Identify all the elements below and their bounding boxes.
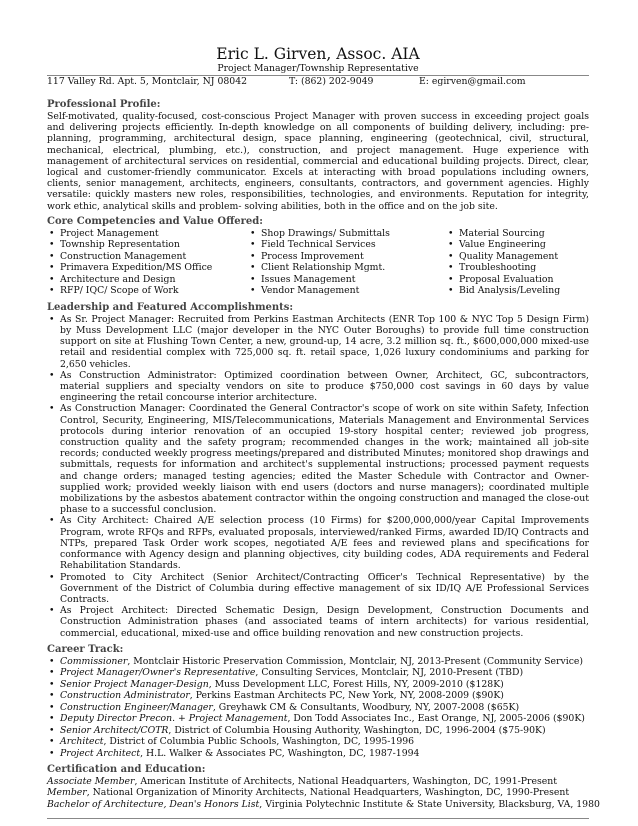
profile-text: Self-motivated, quality-focused, cost-conscious Project Manager with proven success in exceeding project goals and delivering projects efficiently. In-depth knowledge on all components of building delivery, including: pre-planning, programming, architectural design, space planning, engineering (geotechnical, civil, structural, mechanical, electrical, plumbing, etc.), construction, and project management. Huge experience with management of architectural services on residential, commercial and educational building projects. Direct, clear, logical and customer-friendly communicator. Excels at interacting with broad populations including owners, clients, senior management, architects, engineers, consultants, contractors, and government agencies. Highly versatile: quickly masters new roles, responsibilities, technologies, and environments. Reputation for integrity, work ethic, analytical skills and problem- solving abilities, both in the office and on the job site. <box>47 111 589 212</box>
competency-item: • Material Sourcing <box>446 228 560 240</box>
career-detail: , District of Columbia Housing Authority, Washington, DC, 1996-2004 ($75-90K) <box>168 724 546 736</box>
career-item <box>47 679 589 691</box>
candidate-title: Project Manager/Township Representative <box>217 63 419 74</box>
career-detail: , Montclair Historic Preservation Commission, Montclair, NJ, 2013-Present (Community Service) <box>127 655 584 667</box>
career-detail: , Greyhawk CM & Consultants, Woodbury, NY, 2007-2008 ($65K) <box>212 701 520 713</box>
career-role: Deputy Director Precon. + Project Management <box>60 713 288 725</box>
competency-item: • Bid Analysis/Leveling <box>446 285 560 297</box>
competency-item: • Shop Drawings/ Submittals <box>248 228 446 240</box>
accomplishments-list <box>47 314 589 639</box>
career-item <box>47 667 589 679</box>
competency-item: • Primavera Expedition/MS Office <box>47 262 248 274</box>
accomplishment-item: • As City Architect: Chaired A/E selection process (10 Firms) for $200,000,000/year Capital Improvements Program, wrote RFQs and RFPs, evaluated proposals, interviewed/ranked Firms, awarded ID/IQ Contracts and NTPs, prepared Task Order work scopes, negotiated A/E fees and reviewed plans and specifications for conformance with Agency design and planning objectives, city building codes, ADA requirements and Federal Rehabilitation Standards. <box>47 515 589 571</box>
accomplishment-item: • As Sr. Project Manager: Recruited from Perkins Eastman Architects (ENR Top 100 & NYC Top 5 Design Firm) by Muss Development LLC (major developer in the NYC Outer Boroughs) to provide full time construction support on site at Flushing Town Center, a new, ground-up, 14 acre, 3.2 million sq. ft., $600,000,000 mixed-use retail and residential complex with 725,000 sq. ft. retail space, 1,026 luxury condominiums and parking for 2,650 vehicles. <box>47 314 589 370</box>
address: 117 Valley Rd. Apt. 5, Montclair, NJ 08042 <box>47 76 248 87</box>
career-role: Project Architect <box>60 747 141 759</box>
cert-title: Bachelor of Architecture, Dean's Honors List <box>47 798 260 810</box>
career-role: Senior Project Manager-Design <box>60 678 209 690</box>
resume-page <box>47 45 600 819</box>
phone: T: (862) 202-9049 <box>289 76 374 87</box>
contact-line <box>47 76 589 89</box>
cert-detail: , Virginia Polytechnic Institute & State University, Blacksburg, VA, 1980 <box>259 798 600 810</box>
certification-item <box>47 798 600 810</box>
competency-item: • Township Representation <box>47 239 248 251</box>
competencies-grid <box>47 228 589 297</box>
certification-item <box>47 776 589 787</box>
competency-item: • Value Engineering <box>446 239 560 251</box>
accomplishment-item: • As Project Architect: Directed Schematic Design, Design Development, Construction Documents and Construction Administration phases (and associated teams of intern architects) for various residential, commercial, educational, mixed-use and office building renovation and new construction projects. <box>47 605 589 639</box>
competency-item: • Process Improvement <box>248 251 446 263</box>
career-item <box>47 748 589 760</box>
competency-item: • RFP/ IQC/ Scope of Work <box>47 285 248 297</box>
career-item <box>47 656 589 668</box>
career-role: Construction Administrator <box>60 690 190 702</box>
competency-item: • Architecture and Design <box>47 274 248 286</box>
accomplishment-item: • As Construction Manager: Coordinated the General Contractor's scope of work on site within Safety, Infection Control, Security, Engineering, MIS/Telecommunications, Materials Management and Environmental Services protocols during interior renovation of an occupied 19-story hospital center; reviewed job progress, construction quality and the safety program; recommended changes in the work; maintained all job-site records; conducted weekly progress meetings/prepared and distributed Minutes; monitored shop drawings and submittals, requests for information and architect's supplemental instructions; processed payment requests and change orders; managed testing agencies; edited the Master Schedule with Contractor and Owner-supplied work; provided weekly liaison with end users (doctors and nurse managers); coordinated multiple mobilizations by the asbestos abatement contractor within the ongoing construction and managed the close-out phase to a successful conclusion. <box>47 403 589 515</box>
cert-detail: , American Institute of Architects, National Headquarters, Washington, DC, 1991-Present <box>134 776 557 788</box>
candidate-name: Eric L. Girven, Assoc. AIA <box>216 45 420 63</box>
accomplishment-item: • As Construction Administrator: Optimized coordination between Owner, Architect, GC, subcontractors, material suppliers and specialty vendors on site to produce $750,000 cost savings in 60 days by value engineering the retail concourse interior architecture. <box>47 370 589 404</box>
career-item <box>47 713 589 725</box>
career-role: Architect <box>60 736 104 748</box>
competencies-heading: Core Competencies and Value Offered: <box>47 215 263 227</box>
competency-item: • Quality Management <box>446 251 560 263</box>
competencies-col-3 <box>446 228 560 297</box>
competencies-col-2 <box>248 228 446 297</box>
career-detail: , Perkins Eastman Architects PC, New York, NY, 2008-2009 ($90K) <box>189 690 504 702</box>
email: E: egirven@gmail.com <box>419 76 526 87</box>
career-item <box>47 736 589 748</box>
career-detail: , Don Todd Associates Inc., East Orange, NJ, 2005-2006 ($90K) <box>287 713 585 725</box>
competency-item: • Client Relationship Mgmt. <box>248 262 446 274</box>
career-item <box>47 702 589 714</box>
career-role: Construction Engineer/Manager <box>60 701 213 713</box>
competency-item: • Issues Management <box>248 274 446 286</box>
competencies-col-1 <box>47 228 248 297</box>
career-detail: , District of Columbia Public Schools, Washington, DC, 1995-1996 <box>103 736 415 748</box>
profile-heading: Professional Profile: <box>47 99 161 110</box>
competency-item: • Vendor Management <box>248 285 446 297</box>
cert-title: Associate Member <box>47 776 135 788</box>
career-role: Project Manager/Owner's Representative <box>60 667 256 679</box>
career-role: Commissioner <box>60 655 128 667</box>
career-detail: , Consulting Services, Montclair, NJ, 2010-Present (TBD) <box>255 667 524 679</box>
accomplishments-heading: Leadership and Featured Accomplishments: <box>47 301 294 313</box>
career-item <box>47 725 589 737</box>
competency-item: • Project Management <box>47 228 248 240</box>
competency-item: • Field Technical Services <box>248 239 446 251</box>
career-list <box>47 656 589 760</box>
certification-item <box>47 787 589 798</box>
competency-item: • Construction Management <box>47 251 248 263</box>
footer-rule <box>47 818 589 819</box>
career-detail: , H.L. Walker & Associates PC, Washington, DC, 1987-1994 <box>140 747 420 759</box>
cert-title: Member <box>47 787 87 799</box>
certification-heading: Certification and Education: <box>47 764 206 776</box>
competency-item: • Proposal Evaluation <box>446 274 560 286</box>
career-item <box>47 690 589 702</box>
competency-item: • Troubleshooting <box>446 262 560 274</box>
accomplishment-item: • Promoted to City Architect (Senior Architect/Contracting Officer's Technical Representative) by the Government of the District of Columbia during effective management of six ID/IQ A/E Professional Services Contracts. <box>47 572 589 606</box>
cert-detail: , National Organization of Minority Architects, National Headquarters, Washington, DC, 1990-Present <box>86 787 570 799</box>
career-detail: , Muss Development LLC, Forest Hills, NY, 2009-2010 ($128K) <box>208 678 504 690</box>
career-role: Senior Architect/COTR <box>60 724 169 736</box>
career-heading: Career Track: <box>47 643 124 655</box>
